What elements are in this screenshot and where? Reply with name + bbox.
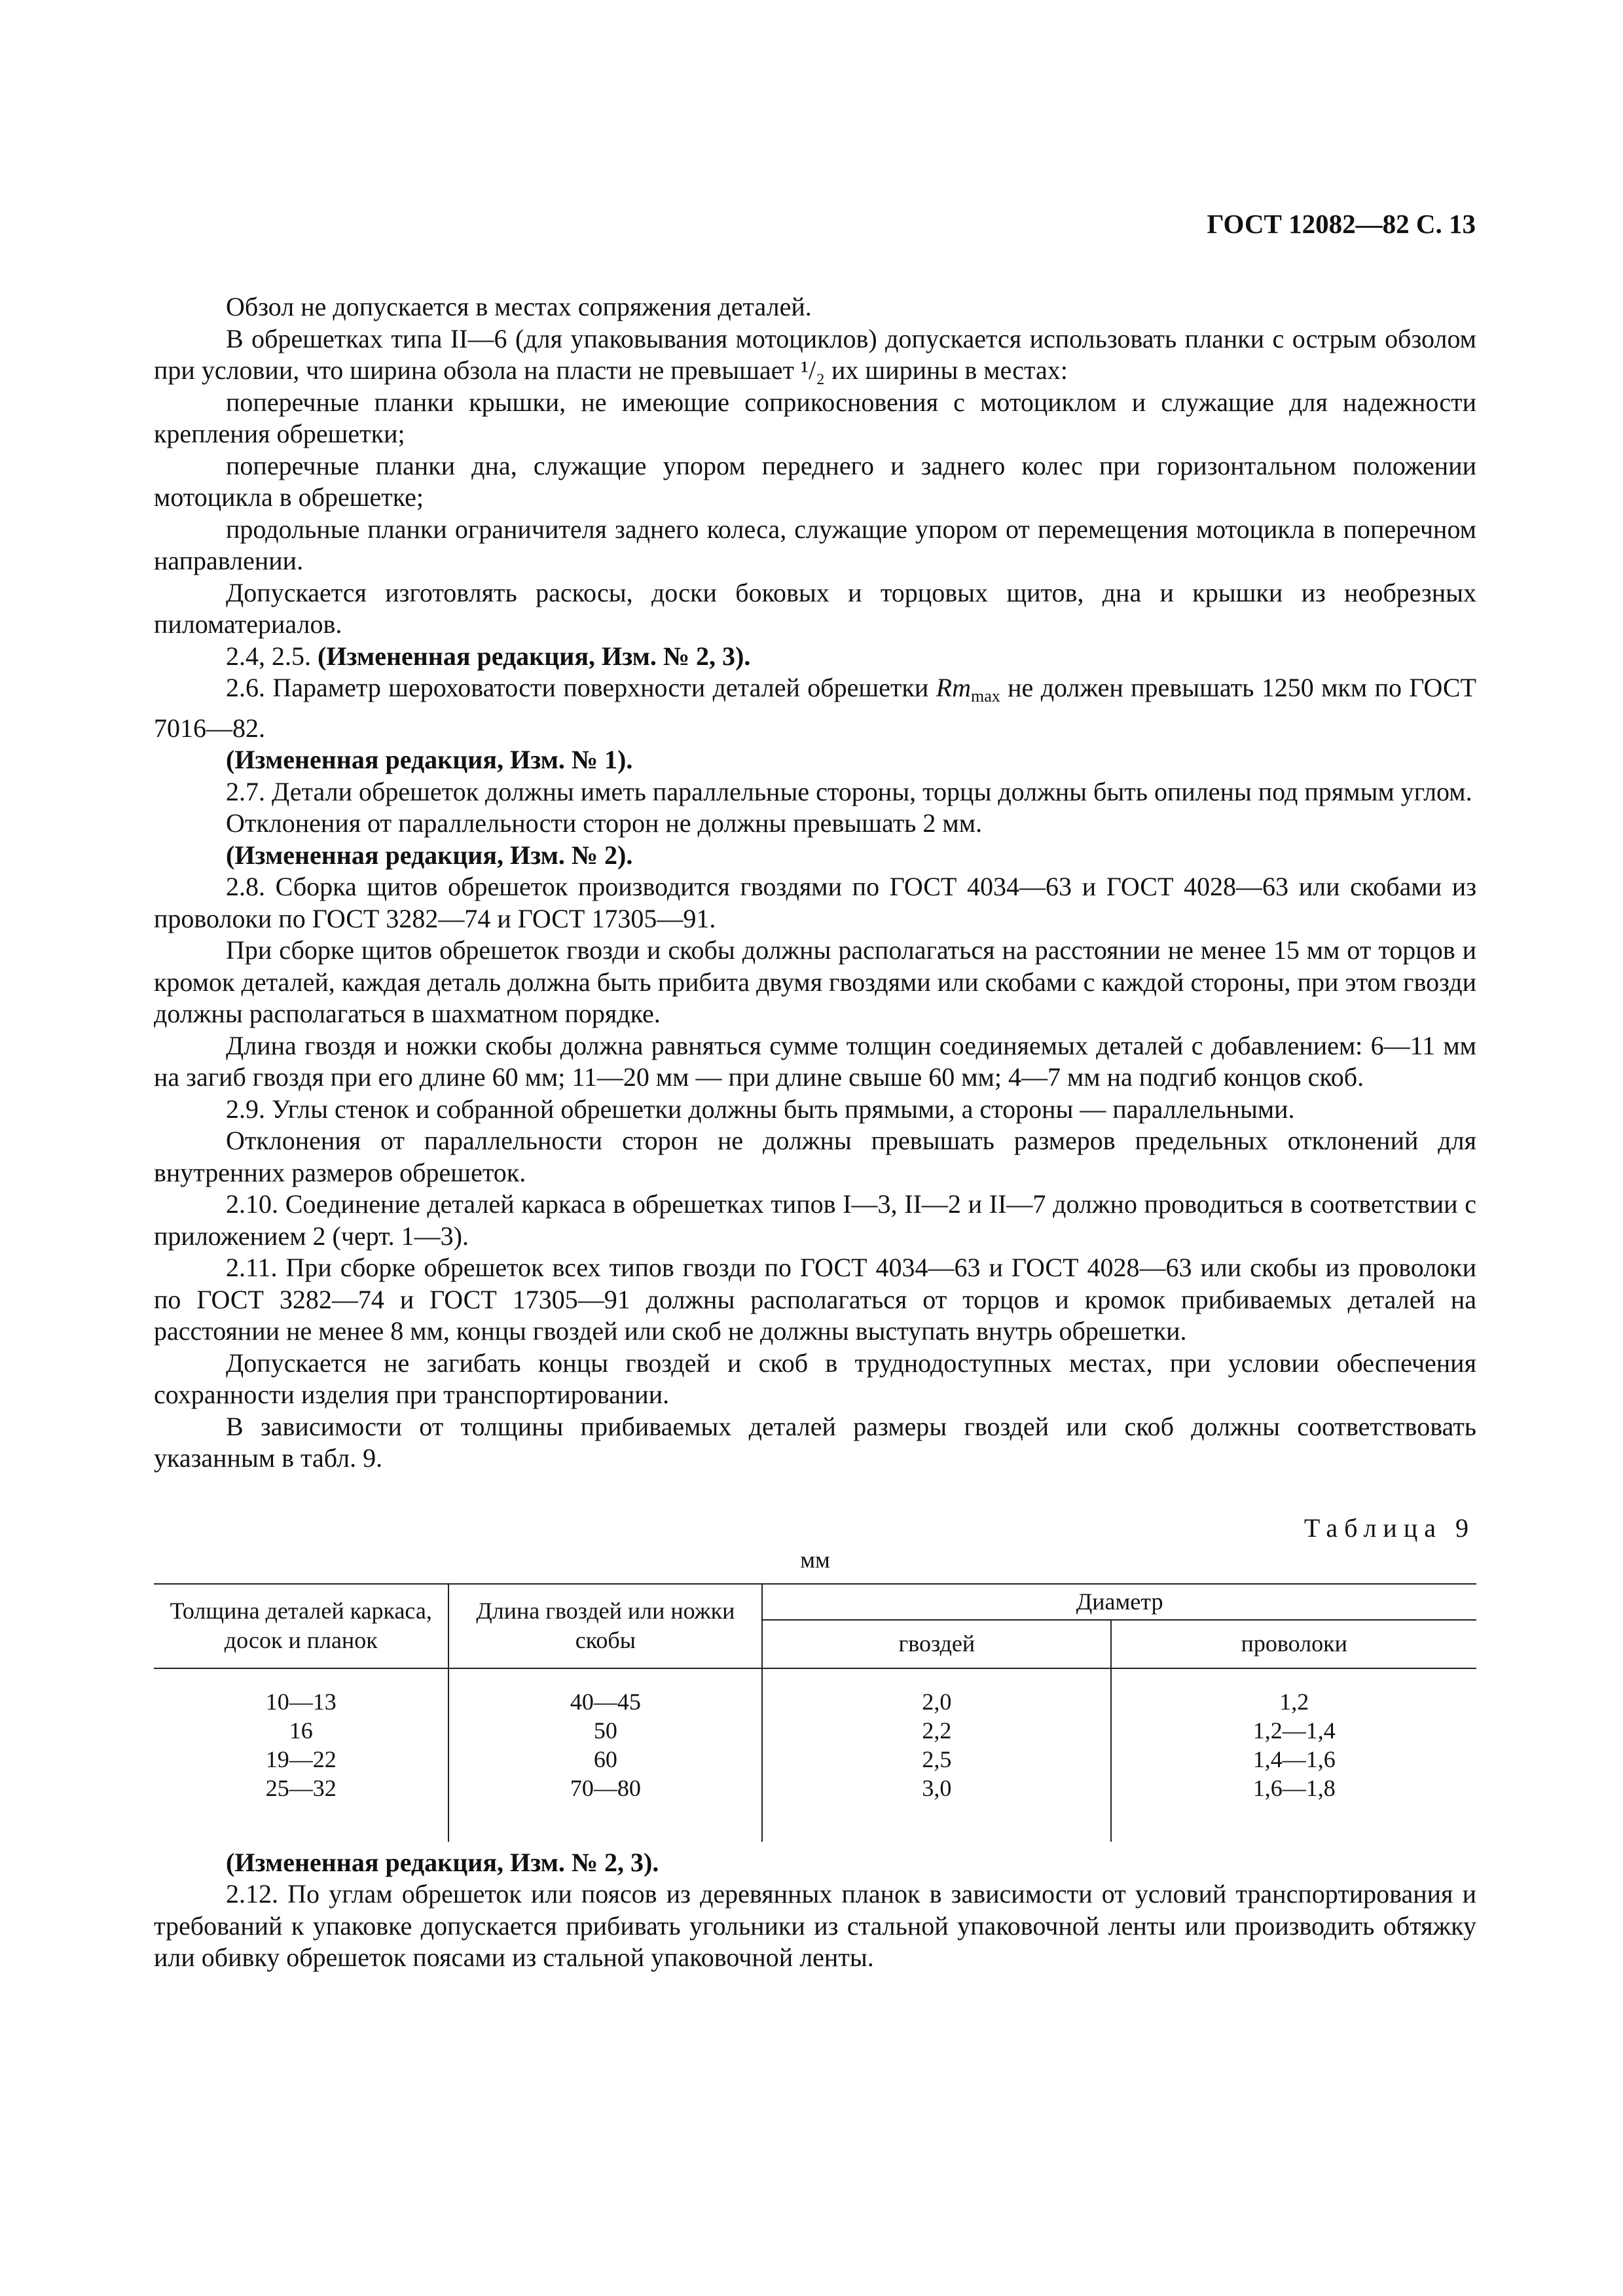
table-cell: 2,5	[922, 1746, 952, 1772]
clause-2-6-text-end: не должен превышать 1250 мкм по ГОСТ 7016—82.	[154, 673, 1476, 743]
roughness-subscript: max	[970, 687, 1000, 706]
header-nails: гвоздей	[762, 1620, 1111, 1668]
table-cell: 70—80	[570, 1774, 641, 1801]
paragraph: продольные планки ограничителя заднего колеса, служащие упором от перемещения мотоцикла в поперечном направлении.	[154, 514, 1476, 575]
paragraph: (Измененная редакция, Изм. № 2).	[226, 840, 633, 870]
table-cell: 25—32	[265, 1774, 337, 1801]
col-nails	[762, 1668, 1111, 1842]
paragraph: поперечные планки крышки, не имеющие соприкосновения с мотоциклом и служащие для надежности крепления обрешетки;	[154, 387, 1476, 448]
page-header: ГОСТ 12082—82 С. 13	[1207, 209, 1476, 239]
header-thickness: Толщина деталей каркаса, досок и планок	[154, 1584, 448, 1668]
table-cell: 1,4—1,6	[1252, 1746, 1336, 1772]
col-thickness	[154, 1668, 448, 1842]
roughness-symbol: Rm	[936, 673, 971, 702]
paragraph: Обзол не допускается в местах сопряжения деталей.	[226, 292, 812, 321]
paragraph: 2.10. Соединение деталей каркаса в обрешетках типов I—3, II—2 и II—7 должно проводиться в соответствии с приложением 2 (черт. 1—3).	[154, 1189, 1476, 1251]
amendment-2-4-2-5	[154, 641, 1476, 673]
paragraph: Допускается не загибать концы гвоздей и скоб в труднодоступных местах, при условии обеспечения сохранности изделия при транспортировании.	[154, 1348, 1476, 1409]
col-wire	[1111, 1668, 1476, 1842]
section-before	[154, 291, 1476, 641]
table-cell: 2,0	[922, 1688, 952, 1715]
header-length: Длина гвоздей или ножки скобы	[448, 1584, 762, 1668]
paragraph: поперечные планки дна, служащие упором переднего и заднего колес при горизонтальном положении мотоцикла в обрешетке;	[154, 450, 1476, 512]
table-cell: 3,0	[922, 1774, 952, 1801]
document-body	[154, 291, 1476, 1974]
paragraph: 2.9. Углы стенок и собранной обрешетки должны быть прямыми, а стороны — параллельными.	[226, 1094, 1295, 1124]
table-cell: 10—13	[265, 1688, 337, 1715]
paragraph: (Измененная редакция, Изм. № 1).	[226, 745, 633, 774]
section-end	[154, 1847, 1476, 1974]
amendment-note: (Измененная редакция, Изм. № 2, 3).	[318, 641, 751, 671]
table-units: мм	[800, 1546, 830, 1573]
paragraph: (Измененная редакция, Изм. № 2, 3).	[226, 1847, 659, 1877]
table-cell: 50	[593, 1717, 617, 1744]
table-cell: 60	[593, 1746, 617, 1772]
table-cell: 1,2	[1279, 1688, 1309, 1715]
clause-number: 2.4, 2.5.	[226, 641, 318, 671]
table-cell: 19—22	[265, 1746, 337, 1772]
header-wire: проволоки	[1111, 1620, 1476, 1668]
paragraph: В обрешетках типа II—6 (для упаковывания мотоциклов) допускается использовать планки с острым обзолом при условии, что ширина обзола на пласти не превышает ¹/₂ их ширины в местах:	[154, 323, 1476, 385]
paragraph: Отклонения от параллельности сторон не должны превышать 2 мм.	[226, 808, 983, 838]
clause-2-6	[154, 672, 1476, 744]
table-cell: 16	[289, 1717, 313, 1744]
header-diameter: Диаметр	[762, 1584, 1476, 1620]
table-caption: Таблица 9	[1304, 1513, 1475, 1543]
paragraph: При сборке щитов обрешеток гвозди и скобы должны располагаться на расстоянии не менее 15 мм от торцов и кромок деталей, каждая деталь должна быть прибита двумя гвоздями или скобами с каждой стороны, при этом гвозди должны располагаться в шахматном порядке.	[154, 935, 1476, 1028]
paragraph: 2.12. По углам обрешеток или поясов из деревянных планок в зависимости от условий транспортирования и требований к упаковке допускается прибивать угольники из стальной упаковочной ленты или производить обтяжку или обивку обрешеток поясами из стальной упаковочной ленты.	[154, 1879, 1476, 1972]
paragraph: Отклонения от параллельности сторон не должны превышать размеров предельных отклонений для внутренних размеров обрешеток.	[154, 1126, 1476, 1187]
clause-2-6-text-start: 2.6. Параметр шероховатости поверхности деталей обрешетки	[226, 673, 936, 702]
table-cell: 1,6—1,8	[1252, 1774, 1336, 1801]
paragraph: В зависимости от толщины прибиваемых деталей размеры гвоздей или скоб должны соответствовать указанным в табл. 9.	[154, 1411, 1476, 1473]
table-9	[154, 1583, 1476, 1842]
table-cell: 2,2	[922, 1717, 952, 1744]
paragraph: 2.8. Сборка щитов обрешеток производится гвоздями по ГОСТ 4034—63 и ГОСТ 4028—63 или скобами из проволоки по ГОСТ 3282—74 и ГОСТ 17305—91.	[154, 872, 1476, 933]
paragraph: Допускается изготовлять раскосы, доски боковых и торцовых щитов, дна и крышки из необрезных пиломатериалов.	[154, 577, 1476, 639]
paragraph: 2.7. Детали обрешеток должны иметь параллельные стороны, торцы должны быть опилены под прямым углом.	[226, 776, 1472, 806]
table-cell: 40—45	[570, 1688, 641, 1715]
section-after	[154, 744, 1476, 1475]
table-cell: 1,2—1,4	[1252, 1717, 1336, 1744]
paragraph: Длина гвоздя и ножки скобы должна равняться сумме толщин соединяемых деталей с добавлением: 6—11 мм на загиб гвоздя при его длине 60 мм; 11—20 мм — при длине свыше 60 мм; 4—7 мм на подгиб концов скоб.	[154, 1030, 1476, 1092]
paragraph: 2.11. При сборке обрешеток всех типов гвозди по ГОСТ 4034—63 и ГОСТ 4028—63 или скобы из проволоки по ГОСТ 3282—74 и ГОСТ 17305—91 должны располагаться от торцов и кромок прибиваемых деталей на расстоянии не менее 8 мм, концы гвоздей или скоб не должны выступать внутрь обрешетки.	[154, 1253, 1476, 1346]
col-length	[448, 1668, 762, 1842]
